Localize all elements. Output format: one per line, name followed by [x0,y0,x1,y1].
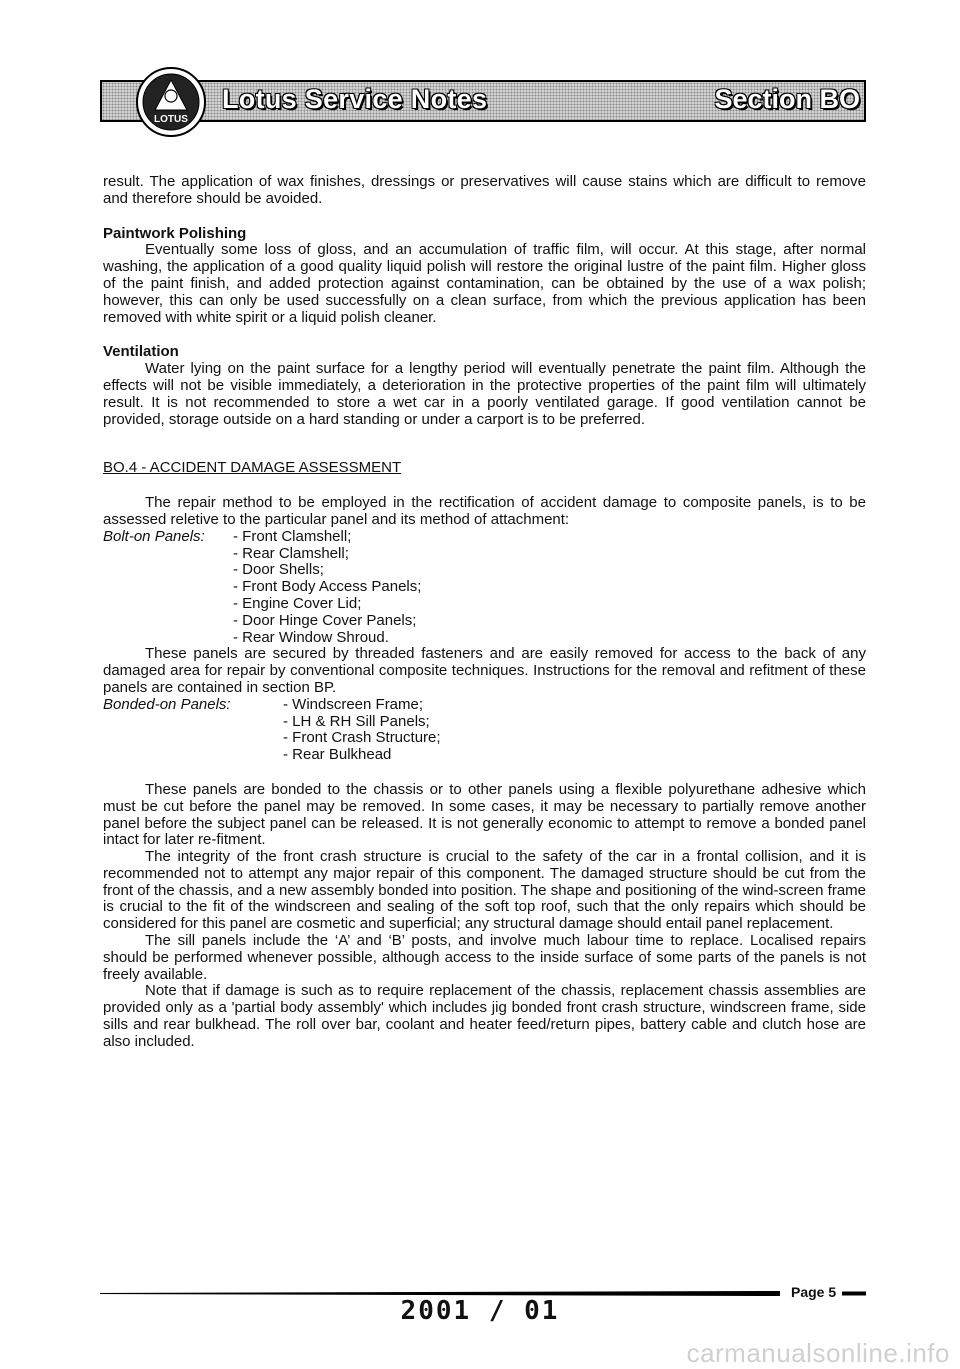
header-section: Section BO [714,84,860,114]
lotus-logo-icon [135,66,207,138]
bonded-on-label: Bonded-on Panels: [103,695,231,713]
bonded-paragraph-3: The sill panels include the ‘A’ and ‘B’ posts, and involve much labour time to replace. Localised repairs should be performed whenever possible, although access to the inside surface of some parts of the panels is not freely available. [103,932,866,983]
bolt-on-panels [103,529,866,647]
watermark: carmanualsonline.info [686,1338,950,1368]
list-item: - Windscreen Frame; [283,695,424,713]
bolt-on-note: These panels are secured by threaded fasteners and are easily removed for access to the back of any damaged area for repair by conventional composite techniques. Instructions for the removal and refitment of these panels are contained in section BP. [103,645,866,696]
list-item: - Rear Bulkhead [283,746,392,764]
polishing-heading: Paintwork Polishing [103,224,247,242]
intro-paragraph: result. The application of wax finishes, dressings or preservatives will cause stains which are difficult to remove and therefore should be avoided. [103,173,866,207]
bonded-paragraph-4: Note that if damage is such as to require replacement of the chassis, replacement chassis assemblies are provided only as a 'partial body assembly' which includes jig bonded front crash structure, windscreen frame, side sills and rear bulkhead. The roll over bar, coolant and heater feed/return pipes, battery cable and clutch hose are also included. [103,982,866,1050]
bonded-on-list [283,697,441,764]
list-item: - Front Crash Structure; [283,729,441,747]
section-title: BO.4 - ACCIDENT DAMAGE ASSESSMENT [103,459,402,477]
bolt-on-list [233,529,421,647]
bolt-on-label: Bolt-on Panels: [103,527,205,545]
repair-intro: The repair method to be employed in the rectification of accident damage to composite panels, is to be assessed reletive to the particular panel and its method of attachment: [103,494,866,528]
logo-text: LOTUS [154,114,188,125]
polishing-paragraph: Eventually some loss of gloss, and an accumulation of traffic film, will occur. At this stage, after normal washing, the application of a good quality liquid polish will restore the original lustre of the paint film. Higher gloss of the paint finish, and added protection against contamination, can be obtained by the use of a wax polish; however, this can only be used successfully on a clean surface, from which the previous application has been removed with white spirit or a liquid polish cleaner. [103,241,866,326]
list-item: - Front Body Access Panels; [233,578,422,596]
header-title: Lotus Service Notes [222,84,488,114]
ventilation-paragraph: Water lying on the paint surface for a lengthy period will eventually penetrate the paint film. Although the effects will not be visible immediately, a deterioration in the protective properties of the paint film will ultimately result. It is not recommended to store a wet car in a poorly ventilated garage. If good ventilation cannot be provided, storage outside on a hard standing or under a carport is to be preferred. [103,360,866,428]
bonded-paragraph-2: The integrity of the front crash structure is crucial to the safety of the car in a frontal collision, and it is recommended not to attempt any major repair of this component. The damaged structure should be cut from the front of the chassis, and a new assembly bonded into position. The shape and positioning of the wind-screen frame is crucial to the fit of the windscreen and sealing of the soft top roof, such that the only repairs which should be considered for this panel are cosmetic and superficial; any structural damage should entail panel replacement. [103,848,866,933]
list-item: - Engine Cover Lid; [233,594,362,612]
ventilation-heading: Ventilation [103,343,179,361]
list-item: - Rear Window Shroud. [233,628,389,646]
page-number: Page 5 [785,1284,842,1300]
list-item: - Door Shells; [233,561,324,579]
bonded-on-panels [103,697,866,764]
document-body [103,174,866,1051]
footer-date: 2001 / 01 [400,1296,560,1326]
list-item: - Front Clamshell; [233,527,352,545]
list-item: - LH & RH Sill Panels; [283,712,430,730]
list-item: - Door Hinge Cover Panels; [233,611,417,629]
bonded-paragraph-1: These panels are bonded to the chassis or to other panels using a flexible polyurethane adhesive which must be cut before the panel may be removed. In some cases, it may be necessary to partially remove another panel before the subject panel can be released. It is not generally economic to attempt to remove a bonded panel intact for later re-fitment. [103,780,866,849]
list-item: - Rear Clamshell; [233,544,349,562]
